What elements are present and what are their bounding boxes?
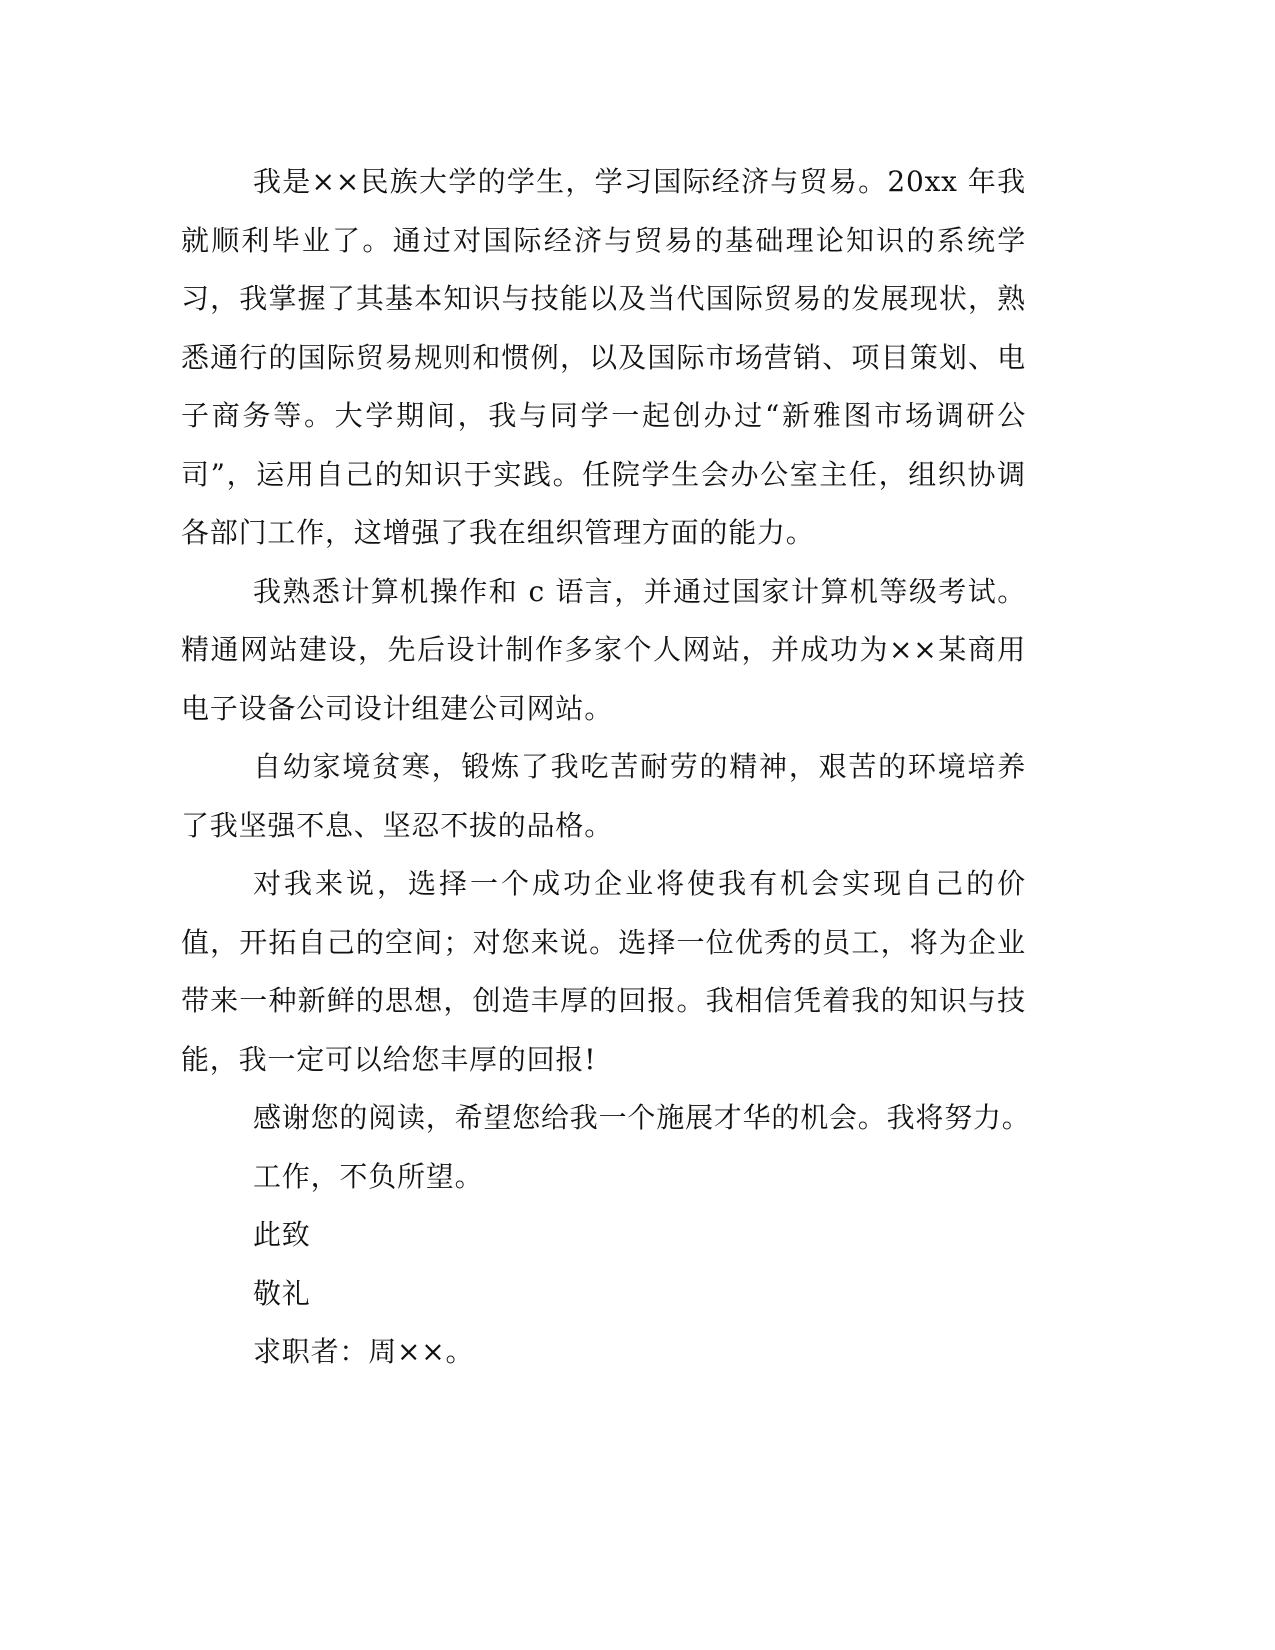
closing-salutation: 此致: [253, 1218, 311, 1251]
signature-applicant: 求职者：周××。: [253, 1335, 475, 1368]
closing-work: 工作，不负所望。: [253, 1159, 484, 1193]
paragraph-motivation: 对我来说，选择一个成功企业将使我有机会实现自己的价值，开拓自己的空间；对您来说。选择一位优秀的员工，将为企业带来一种新鲜的思想，创造丰厚的回报。我相信凭着我的知识与技能，我一定可以给您丰厚的回报!: [181, 867, 1026, 1076]
closing-regards: 敬礼: [253, 1276, 311, 1310]
letter-body: [181, 153, 1031, 1382]
paragraph-character: 自幼家境贫寒，锻炼了我吃苦耐劳的精神，艰苦的环境培养了我坚强不息、坚忍不拔的品格。: [181, 750, 1026, 842]
closing-thanks: 感谢您的阅读，希望您给我一个施展才华的机会。我将努力。: [253, 1101, 1031, 1134]
paragraph-computer-skills: 我熟悉计算机操作和 c 语言，并通过国家计算机等级考试。精通网站建设，先后设计制作多家个人网站，并成功为××某商用电子设备公司设计组建公司网站。: [181, 574, 1026, 725]
paragraph-education: 我是××民族大学的学生，学习国际经济与贸易。20xx 年我就顺利毕业了。通过对国际经济与贸易的基础理论知识的系统学习，我掌握了其基本知识与技能以及当代国际贸易的发展现状，熟悉通行的国际贸易规则和惯例，以及国际市场营销、项目策划、电子商务等。大学期间，我与同学一起创办过“新雅图市场调研公司”，运用自己的知识于实践。任院学生会办公室主任，组织协调各部门工作，这增强了我在组织管理方面的能力。: [181, 165, 1026, 549]
